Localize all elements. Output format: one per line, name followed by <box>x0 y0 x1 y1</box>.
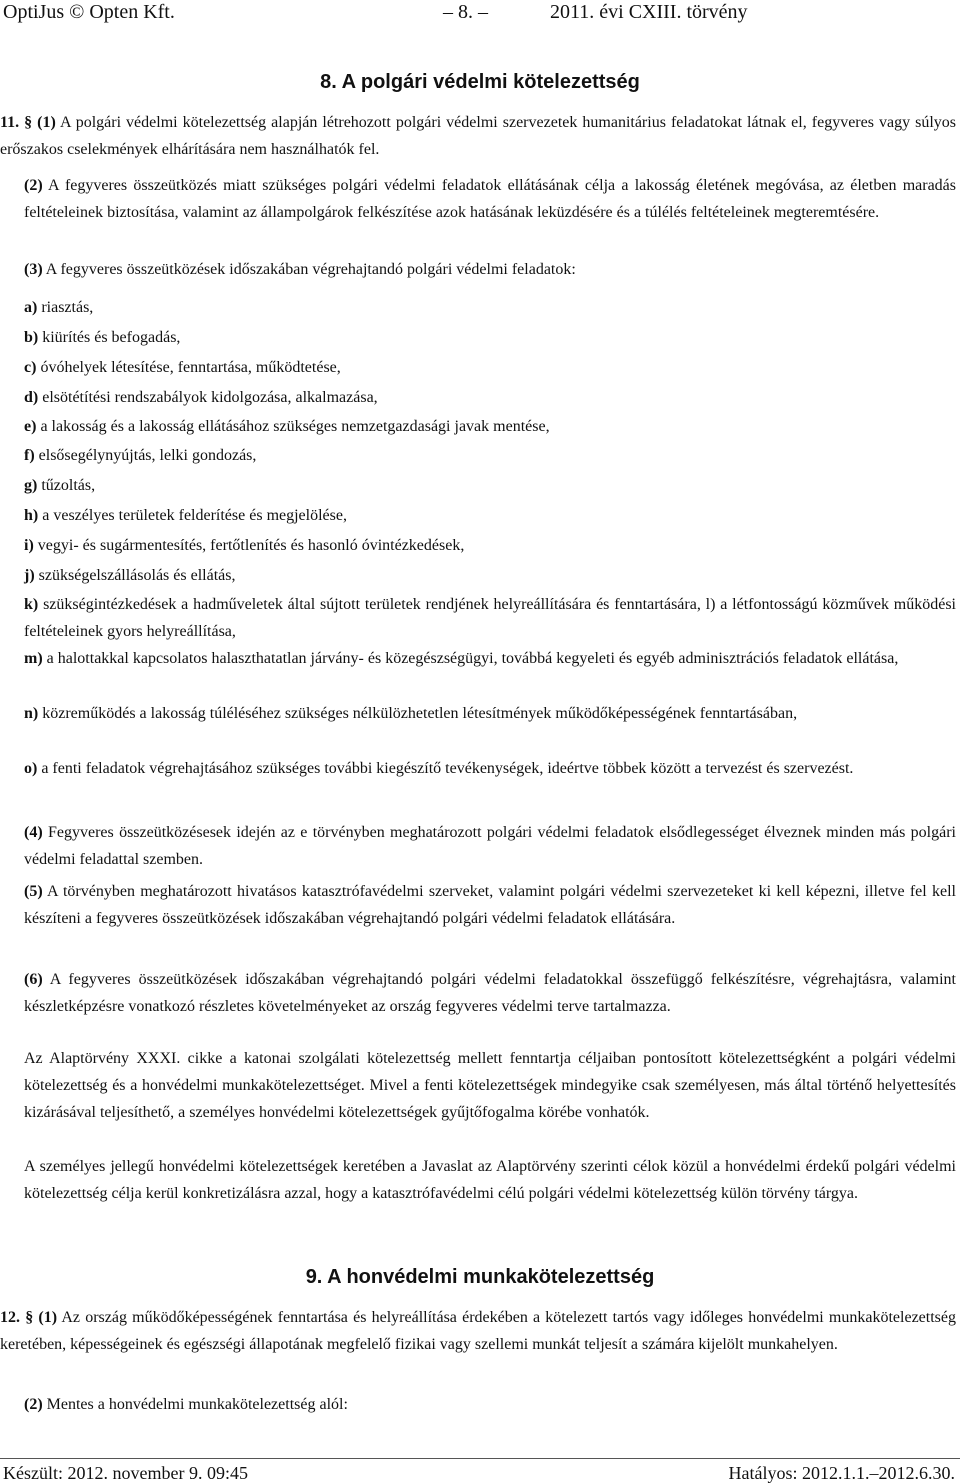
list-item <box>24 442 956 469</box>
list-item-label: j) <box>24 567 35 584</box>
paragraph-11-2 <box>24 172 956 226</box>
paragraph-number: 12. § (1) <box>0 1309 58 1326</box>
explanatory-note-2: A személyes jellegű honvédelmi kötelezettségek keretében a Javaslat az Alaptörvény szerinti célok közül a honvédelmi érdekű polgári védelmi kötelezettség célja kerül konkretizálásra azzal, hogy a katasztrófavédelmi célú polgári védelmi kötelezettség külön törvény tárgya. <box>24 1158 956 1202</box>
paragraph-text: A törvényben meghatározott hivatásos katasztrófavédelmi szerveket, valamint polgári védelmi szervezeteket ki kell képezni, illetve fel kell készíteni a fegyveres összeütközések időszakában végrehajtandó polgári védelmi feladatok ellátására. <box>24 883 956 927</box>
paragraph-number: (5) <box>24 883 43 900</box>
paragraph-11-4 <box>24 819 956 873</box>
paragraph-number: (2) <box>24 1396 43 1413</box>
list-item-text: elsősegélynyújtás, lelki gondozás, <box>38 447 257 464</box>
list-item-label: g) <box>24 477 38 494</box>
list-item <box>24 384 956 411</box>
paragraph-11-3 <box>24 256 956 283</box>
paragraph-number: (4) <box>24 824 43 841</box>
paragraph-number: (6) <box>24 971 43 988</box>
list-item <box>24 562 956 589</box>
list-item-label: b) <box>24 329 39 346</box>
list-item-text: közreműködés a lakosság túléléséhez szükséges nélkülözhetetlen létesítmények működőképességének fenntartásában, <box>42 705 798 722</box>
paragraph-text: A fegyveres összeütközés miatt szükséges polgári védelmi feladatok ellátásának célja a lakosság életének megóvása, az életben maradás feltételeinek biztosítása, valamint az állampolgárok felkészítése azok hatásának leküzdésére és a túlélés feltételeinek megteremtésére. <box>24 177 956 221</box>
page-footer <box>3 1462 955 1484</box>
list-item-text: óvóhelyek létesítése, fenntartása, működtetése, <box>40 359 341 376</box>
paragraph-11-1 <box>0 109 956 163</box>
paragraph-text: Az ország működőképességének fenntartása és helyreállítása érdekében a kötelezett tartós vagy időleges honvédelmi munkakötelezettség keretében, képességeinek és egészségi állapotának megfelelő fizikai vagy szellemi munkát teljesít a számára kijelölt munkahelyen. <box>0 1309 956 1353</box>
list-item-label: d) <box>24 389 39 406</box>
list-item-text: szükségintézkedések a hadműveletek által sújtott területek rendjének helyreállítására és fenntartására, l) a létfontosságú közművek működési feltételeinek gyors helyreállítása, <box>24 596 957 640</box>
list-item-label: o) <box>24 760 38 777</box>
paragraph-text: A fegyveres összeütközések időszakában végrehajtandó polgári védelmi feladatokkal összefüggő felkészítésre, végrehajtásra, valamint készletképzésre vonatkozó részletes követelményeket az ország fegyveres védelmi terve tartalmazza. <box>24 971 956 1015</box>
list-item <box>24 645 956 672</box>
list-item <box>24 472 956 499</box>
list-item-label: n) <box>24 705 39 722</box>
header-law-title: 2011. évi CXIII. törvény <box>550 1 748 23</box>
footer-divider <box>0 1458 960 1459</box>
list-item-text: a fenti feladatok végrehajtásához szükséges további kiegészítő tevékenységek, ideértve többek között a tervezést és szervezést. <box>41 760 854 777</box>
list-item-label: c) <box>24 359 37 376</box>
paragraph-text: A polgári védelmi kötelezettség alapján létrehozott polgári védelmi szervezetek humanitárius feladatokat látnak el, fegyveres vagy súlyos erőszakos cselekmények elhárítására nem használhatók fel. <box>0 114 957 158</box>
paragraph-text: A fegyveres összeütközések időszakában végrehajtandó polgári védelmi feladatok: <box>45 261 576 278</box>
list-item <box>24 294 956 321</box>
footer-created: Készült: 2012. november 9. 09:45 <box>3 1463 248 1483</box>
footer-effective: Hatályos: 2012.1.1.–2012.6.30. <box>728 1463 955 1483</box>
header-publisher: OptiJus © Opten Kft. <box>3 1 175 23</box>
list-item-label: k) <box>24 596 39 613</box>
list-item-text: riasztás, <box>41 299 94 316</box>
list-item <box>24 354 956 381</box>
paragraph-number: (2) <box>24 177 43 194</box>
list-item-text: a lakosság és a lakosság ellátásához szükséges nemzetgazdasági javak mentése, <box>40 418 550 435</box>
list-item-text: szükségelszállásolás és ellátás, <box>38 567 236 584</box>
list-item-text: elsötétítési rendszabályok kidolgozása, alkalmazása, <box>42 389 378 406</box>
paragraph-11-6 <box>24 966 956 1020</box>
list-item-text: a halottakkal kapcsolatos halaszthatatlan járvány- és közegészségügyi, továbbá kegyeleti és egyéb adminisztrációs feladatok ellátása, <box>46 650 899 667</box>
list-item <box>24 700 956 727</box>
paragraph-12-1 <box>0 1304 956 1358</box>
list-item <box>24 532 956 559</box>
list-item-text: a veszélyes területek felderítése és megjelölése, <box>42 507 347 524</box>
list-item-text: tűzoltás, <box>41 477 96 494</box>
list-item-label: i) <box>24 537 34 554</box>
list-item-label: h) <box>24 507 39 524</box>
list-item <box>24 413 956 440</box>
paragraph-number: (3) <box>24 261 43 278</box>
paragraph-number: 11. § (1) <box>0 114 56 131</box>
header-page-number: – 8. – <box>443 1 488 23</box>
list-item-label: e) <box>24 418 37 435</box>
paragraph-12-2 <box>24 1391 956 1418</box>
list-item-text: vegyi- és sugármentesítés, fertőtlenítés és hasonló óvintézkedések, <box>37 537 465 554</box>
list-item-text: kiürítés és befogadás, <box>42 329 181 346</box>
list-item <box>24 324 956 351</box>
paragraph-text: Mentes a honvédelmi munkakötelezettség alól: <box>46 1396 348 1413</box>
paragraph-11-5 <box>24 878 956 932</box>
explanatory-note-1: Az Alaptörvény XXXI. cikke a katonai szolgálati kötelezettség mellett fenntartja céljaiban pontosított kötelezettségként a polgári védelmi kötelezettség és a honvédelmi munkakötelezettséget. Mivel a fenti kötelezettségek mindegyike csak személyesen, más által történő helyettesítés kizárásával teljesíthető, a személyes honvédelmi kötelezettségek gyűjtőfogalma körébe vonhatók. <box>24 1050 956 1121</box>
paragraph-text: Fegyveres összeütközésesek idején az e törvényben meghatározott polgári védelmi feladatok elsődlegességet élveznek minden más polgári védelmi feladattal szemben. <box>24 824 957 868</box>
page-header <box>3 0 955 24</box>
list-item-label: a) <box>24 299 38 316</box>
list-item-label: m) <box>24 650 43 667</box>
list-item <box>24 591 956 645</box>
section-8-title: 8. A polgári védelmi kötelezettség <box>320 71 640 93</box>
list-item <box>24 755 956 782</box>
section-9-title: 9. A honvédelmi munkakötelezettség <box>305 1266 655 1288</box>
list-item <box>24 502 956 529</box>
list-item-label: f) <box>24 447 35 464</box>
